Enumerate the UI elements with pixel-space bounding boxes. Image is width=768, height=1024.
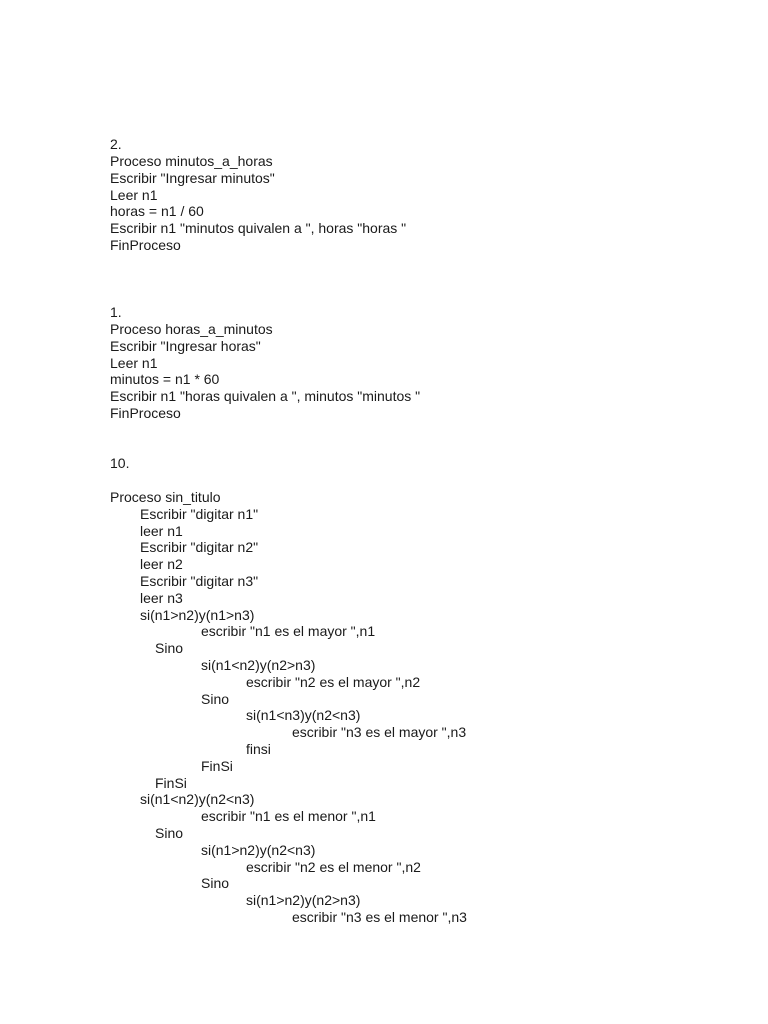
code-line: Leer n1 (110, 355, 158, 371)
code-line: Escribir n1 "horas quivalen a ", minutos "minutos " (110, 388, 421, 404)
code-line: Sino (155, 640, 184, 656)
code-line: minutos = n1 * 60 (110, 371, 220, 387)
code-line: Sino (201, 875, 230, 891)
code-line: si(n1>n2)y(n1>n3) (140, 607, 255, 623)
code-line: escribir "n2 es el menor ",n2 (246, 859, 421, 875)
code-line: FinProceso (110, 237, 181, 253)
code-line: Escribir n1 "minutos quivalen a ", horas "horas " (110, 220, 407, 236)
code-line: Escribir "Ingresar minutos" (110, 170, 275, 186)
code-line: si(n1<n2)y(n2>n3) (201, 657, 316, 673)
section-number: 1. (110, 304, 122, 320)
code-line: si(n1>n2)y(n2>n3) (246, 892, 361, 908)
code-line: FinSi (155, 775, 187, 791)
code-line: Escribir "digitar n3" (140, 573, 259, 589)
code-line: escribir "n3 es el mayor ",n3 (292, 724, 467, 740)
code-line: si(n1<n3)y(n2<n3) (246, 707, 361, 723)
code-line: Leer n1 (110, 187, 158, 203)
code-line: horas = n1 / 60 (110, 203, 204, 219)
code-line: Proceso horas_a_minutos (110, 321, 273, 337)
code-line: leer n2 (140, 556, 183, 572)
section-number: 10. (110, 455, 130, 471)
code-line: escribir "n1 es el mayor ",n1 (201, 623, 376, 639)
code-line: Sino (155, 825, 184, 841)
code-line: leer n1 (140, 523, 183, 539)
code-line: FinProceso (110, 405, 181, 421)
code-line: si(n1>n2)y(n2<n3) (201, 842, 316, 858)
code-line: finsi (246, 741, 271, 757)
code-line: si(n1<n2)y(n2<n3) (140, 791, 255, 807)
code-line: leer n3 (140, 590, 183, 606)
code-line: Proceso sin_titulo (110, 489, 221, 505)
section-number: 2. (110, 136, 122, 152)
code-line: escribir "n1 es el menor ",n1 (201, 808, 376, 824)
code-line: Proceso minutos_a_horas (110, 153, 273, 169)
code-line: escribir "n2 es el mayor ",n2 (246, 674, 421, 690)
code-line: Escribir "Ingresar horas" (110, 338, 261, 354)
code-line: Sino (201, 691, 230, 707)
code-line: escribir "n3 es el menor ",n3 (292, 909, 467, 925)
code-line: Escribir "digitar n2" (140, 539, 259, 555)
code-line: FinSi (201, 758, 233, 774)
code-line: Escribir "digitar n1" (140, 506, 259, 522)
